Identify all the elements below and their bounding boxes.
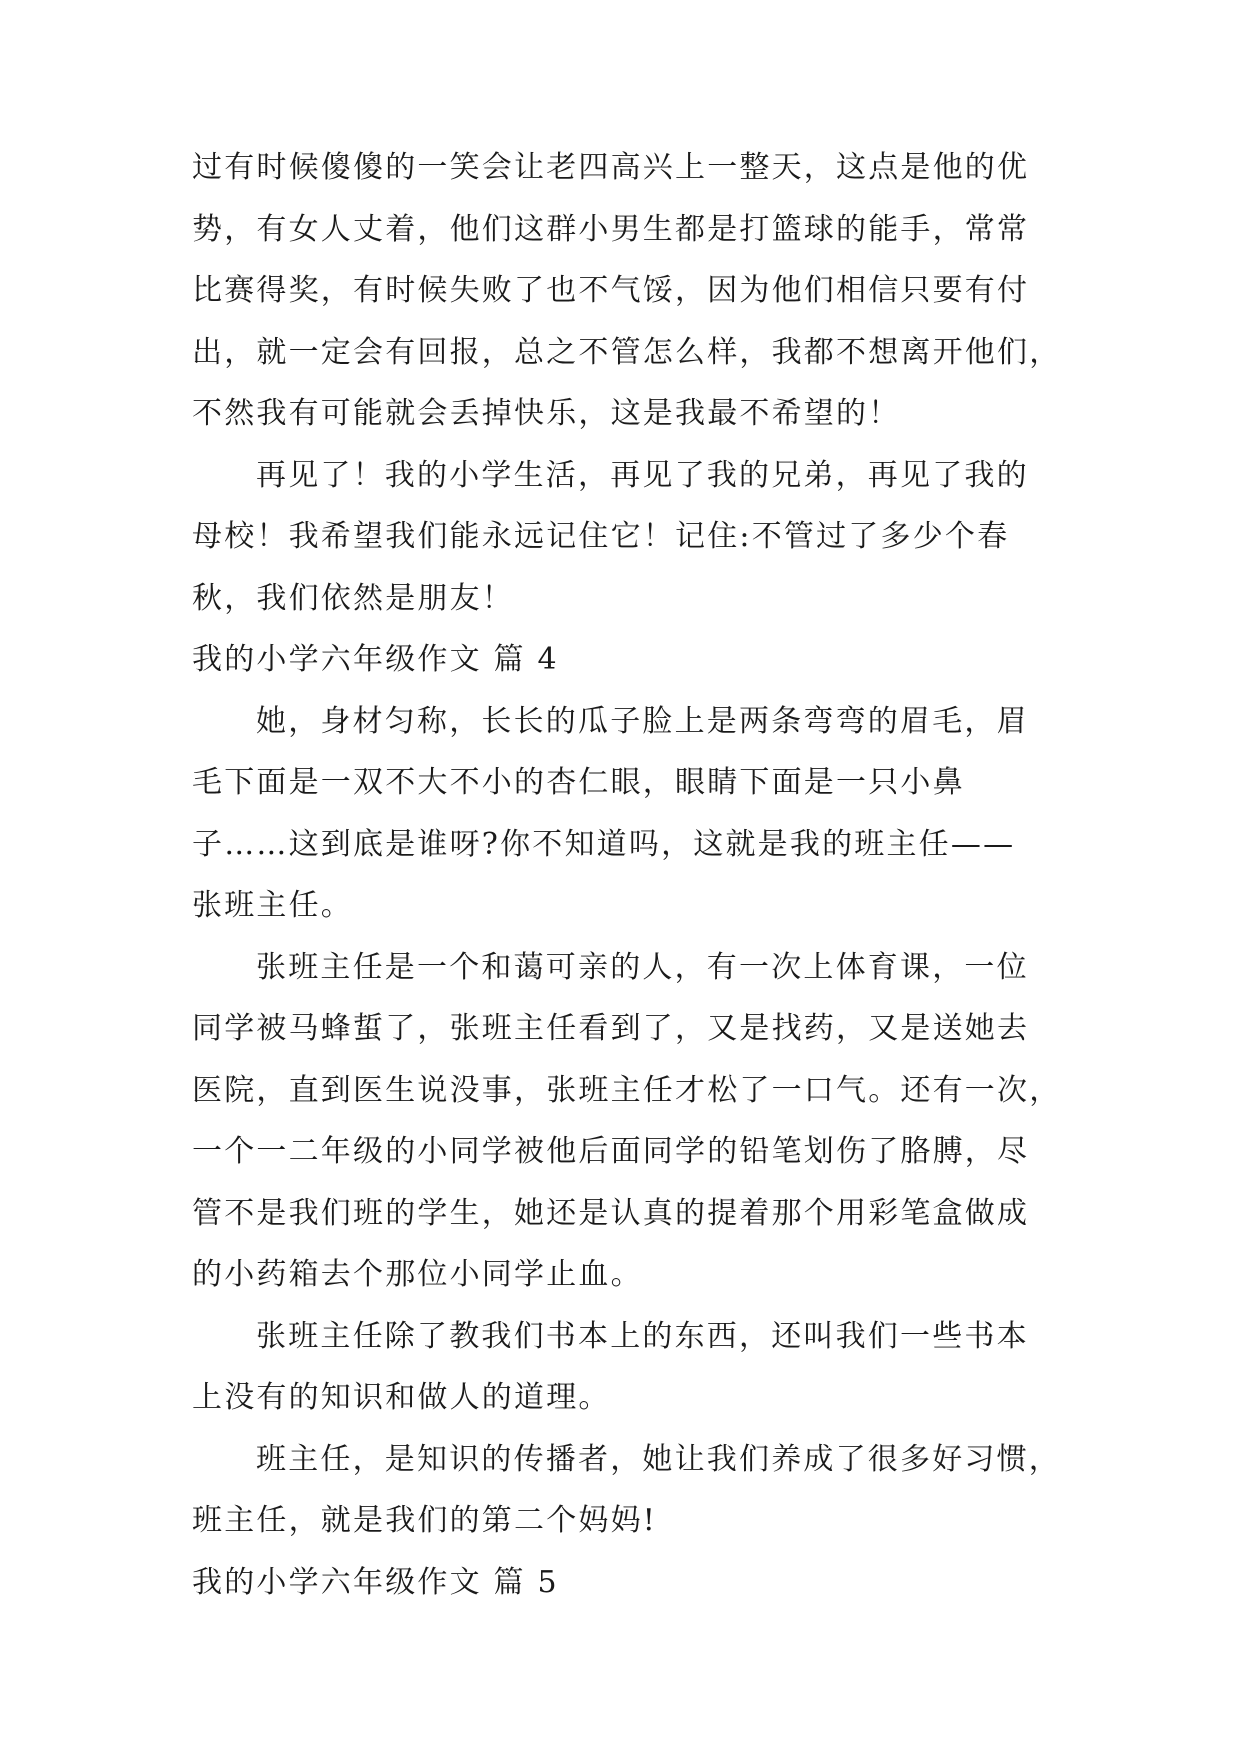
text-line: 过有时候傻傻的一笑会让老四高兴上一整天，这点是他的优 [192, 150, 1030, 185]
paragraph-start-line: 张班主任是一个和蔼可亲的人，有一次上体育课，一位 [256, 949, 1029, 985]
text-line: 不然我有可能就会丢掉快乐，这是我最不希望的！ [192, 396, 901, 431]
text-line: 管不是我们班的学生，她还是认真的提着那个用彩笔盒做成 [192, 1195, 1030, 1231]
paragraph-start-line: 再见了！我的小学生活，再见了我的兄弟，再见了我的 [256, 457, 1029, 493]
text-line: 医院，直到医生说没事，张班主任才松了一口气。还有一次， [192, 1072, 1062, 1108]
text-line: 出，就一定会有回报，总之不管怎么样，我都不想离开他们， [192, 334, 1062, 370]
paragraph-start-line: 她，身材匀称，长长的瓜子脸上是两条弯弯的眉毛，眉 [256, 703, 1029, 739]
text-line: 毛下面是一双不大不小的杏仁眼，眼睛下面是一只小鼻 [192, 765, 965, 800]
text-line: 势，有女人丈着，他们这群小男生都是打篮球的能手，常常 [192, 211, 1030, 247]
text-line: 秋，我们依然是朋友！ [192, 580, 514, 616]
text-line: 母校！我希望我们能永远记住它！记住:不管过了多少个春 [192, 519, 1010, 554]
text-line: 上没有的知识和做人的道理。 [192, 1380, 611, 1415]
text-line: 班主任，就是我们的第二个妈妈! [192, 1503, 658, 1538]
paragraph-start-line: 班主任，是知识的传播者，她让我们养成了很多好习惯， [256, 1441, 1061, 1477]
section-heading: 我的小学六年级作文 篇 4 [192, 642, 559, 677]
text-line: 比赛得奖，有时候失败了也不气馁，因为他们相信只要有付 [192, 273, 1030, 308]
text-line: 同学被马蜂蜇了，张班主任看到了，又是找药，又是送她去 [192, 1011, 1030, 1046]
document-body [192, 137, 1062, 1613]
text-line: 一个一二年级的小同学被他后面同学的铅笔划伤了胳膊，尽 [192, 1134, 1030, 1169]
paragraph-start-line: 张班主任除了教我们书本上的东西，还叫我们一些书本 [256, 1318, 1029, 1354]
text-line: 的小药箱去个那位小同学止血。 [192, 1257, 643, 1292]
section-heading: 我的小学六年级作文 篇 5 [192, 1564, 559, 1600]
text-line: 子……这到底是谁呀?你不知道吗，这就是我的班主任—— [192, 826, 1016, 862]
text-line: 张班主任。 [192, 888, 353, 923]
